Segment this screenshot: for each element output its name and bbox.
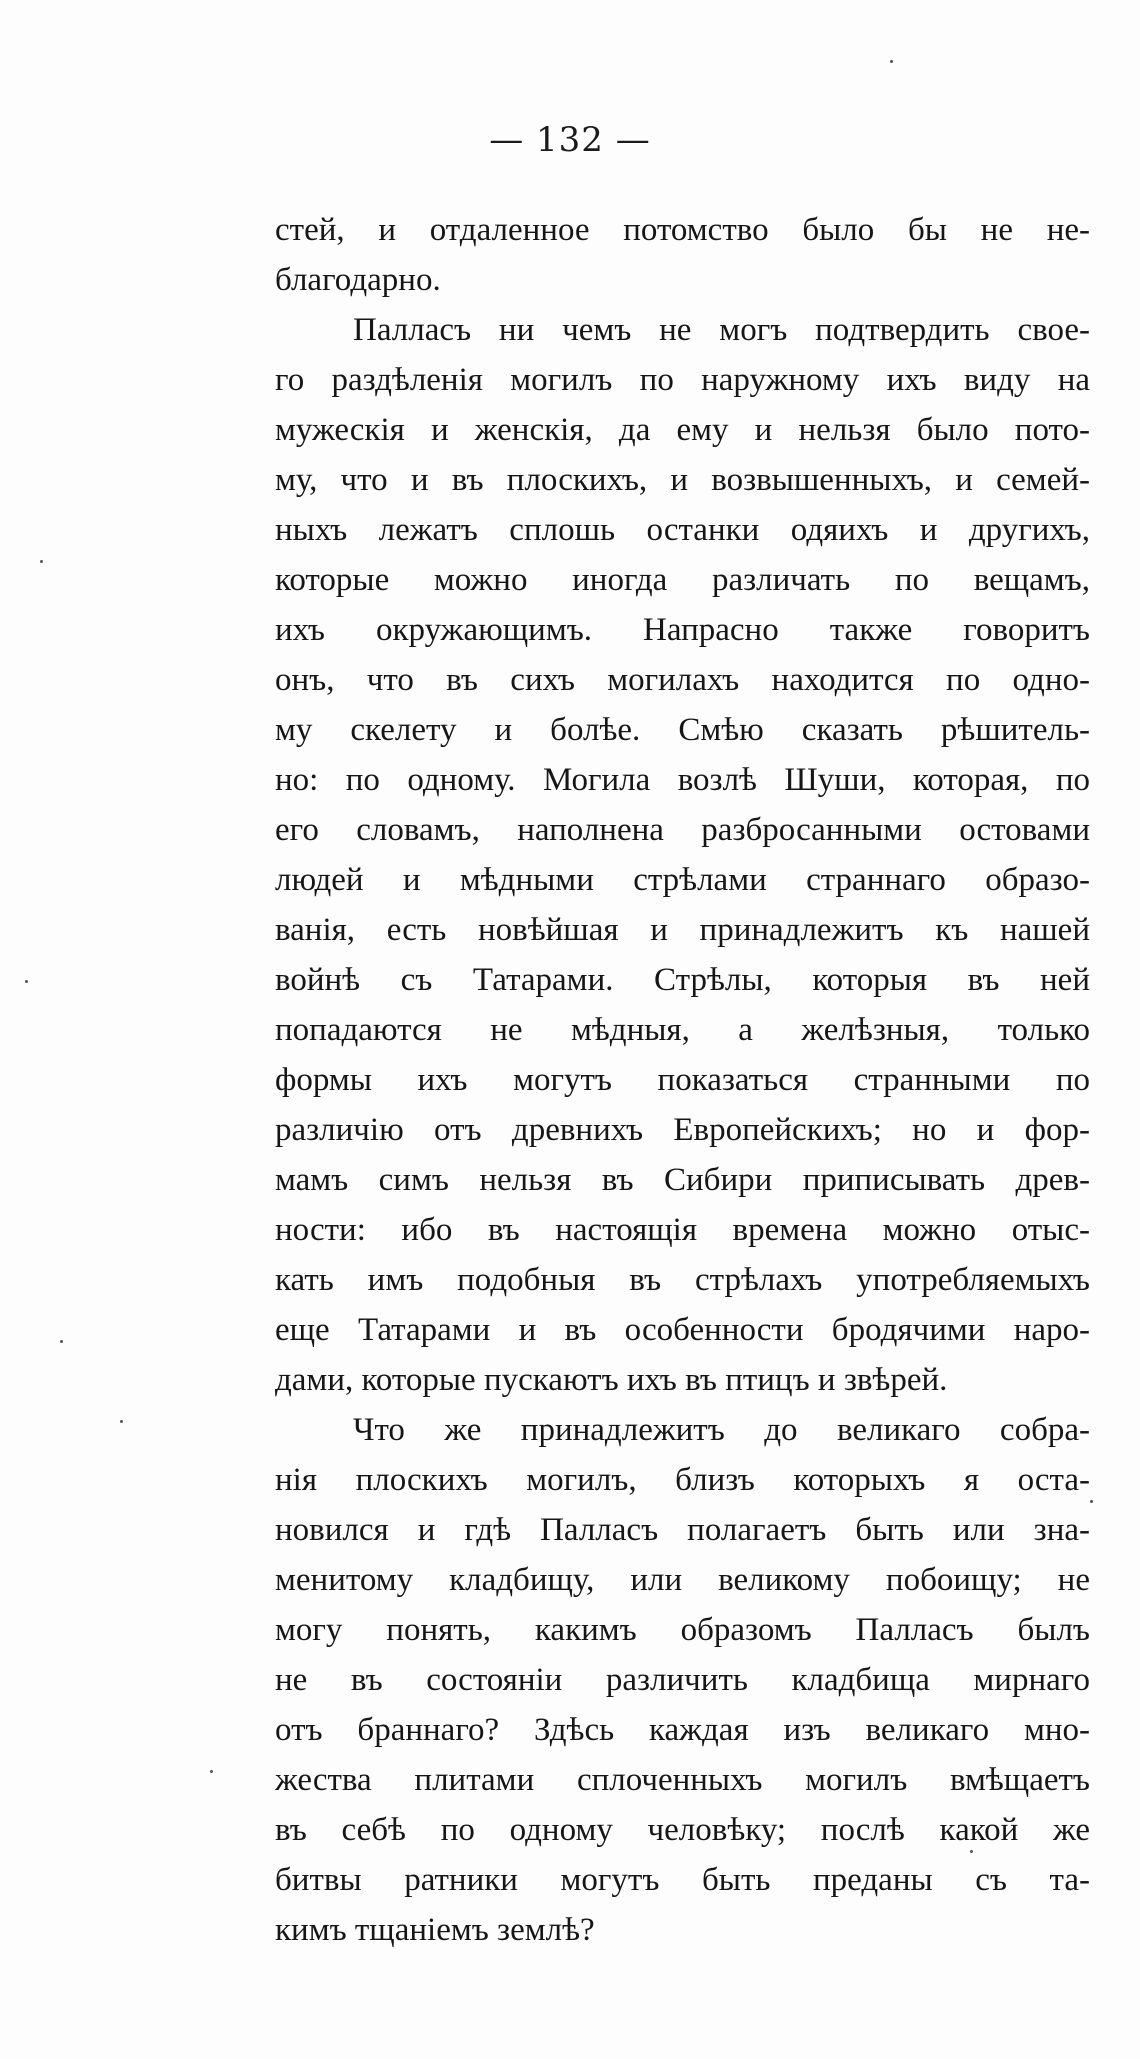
text-line: мужескія и женскія, да ему и нельзя было пото-	[275, 412, 1090, 448]
text-line: ихъ окружающимъ. Напрасно также говоритъ	[275, 612, 1090, 648]
text-line: благодарно.	[275, 262, 441, 298]
text-line: ныхъ лежатъ сплошь останки одяихъ и другихъ,	[275, 512, 1090, 548]
text-line: жества плитами сплоченныхъ могилъ вмѣщаетъ	[275, 1762, 1090, 1798]
scan-speck	[25, 980, 28, 983]
text-line: формы ихъ могутъ показаться странными по	[275, 1062, 1090, 1098]
text-line: въ себѣ по одному человѣку; послѣ какой же	[275, 1812, 1090, 1848]
scan-speck	[890, 60, 893, 63]
text-line: могу понять, какимъ образомъ Палласъ былъ	[275, 1612, 1090, 1648]
text-line: му скелету и болѣе. Смѣю сказать рѣшитель-	[275, 712, 1090, 748]
text-line: ванія, есть новѣйшая и принадлежитъ къ нашей	[275, 912, 1090, 948]
text-line: му, что и въ плоскихъ, и возвышенныхъ, и семей-	[275, 462, 1090, 498]
text-line: битвы ратники могутъ быть преданы съ та-	[275, 1862, 1090, 1898]
text-line: го раздѣленія могилъ по наружному ихъ виду на	[275, 362, 1090, 398]
scan-speck	[210, 1770, 213, 1773]
text-line: Палласъ ни чемъ не могъ подтвердить свое-	[353, 312, 1090, 348]
scan-speck	[60, 1340, 63, 1343]
text-line: войнѣ съ Татарами. Стрѣлы, которыя въ ней	[275, 962, 1090, 998]
text-line: его словамъ, наполнена разбросанными остовами	[275, 812, 1090, 848]
text-line: менитому кладбищу, или великому побоищу; не	[275, 1562, 1090, 1598]
body-text	[275, 205, 1090, 1955]
text-line: новился и гдѣ Палласъ полагаетъ быть или зна-	[275, 1512, 1090, 1548]
text-line: дами, которые пускаютъ ихъ въ птицъ и звѣрей.	[275, 1362, 948, 1398]
text-line: нія плоскихъ могилъ, близъ которыхъ я оста-	[275, 1462, 1090, 1498]
text-line: различію отъ древнихъ Европейскихъ; но и фор-	[275, 1112, 1090, 1148]
text-line: попадаются не мѣдныя, а желѣзныя, только	[275, 1012, 1090, 1048]
text-line: людей и мѣдными стрѣлами страннаго образо-	[275, 862, 1090, 898]
text-line: мамъ симъ нельзя въ Сибири приписывать древ-	[275, 1162, 1090, 1198]
text-line: стей, и отдаленное потомство было бы не не-	[275, 212, 1090, 248]
text-line: которые можно иногда различать по вещамъ,	[275, 562, 1090, 598]
scan-speck	[40, 560, 43, 563]
text-line: онъ, что въ сихъ могилахъ находится по одно-	[275, 662, 1090, 698]
scan-speck	[970, 1850, 973, 1853]
text-line: но: по одному. Могила возлѣ Шуши, которая, по	[275, 762, 1090, 798]
text-line: кимъ тщаніемъ землѣ?	[275, 1912, 595, 1948]
text-line: ности: ибо въ настоящія времена можно отыс-	[275, 1212, 1090, 1248]
text-line: Что же принадлежитъ до великаго собра-	[353, 1412, 1090, 1448]
text-line: отъ браннаго? Здѣсь каждая изъ великаго мно-	[275, 1712, 1090, 1748]
text-line: еще Татарами и въ особенности бродячими наро-	[275, 1312, 1090, 1348]
page-number: — 132 —	[489, 120, 651, 160]
scan-speck	[120, 1420, 123, 1423]
text-line: кать имъ подобныя въ стрѣлахъ употребляемыхъ	[275, 1262, 1090, 1298]
scan-speck	[1090, 1500, 1093, 1503]
text-line: не въ состояніи различить кладбища мирнаго	[275, 1662, 1090, 1698]
